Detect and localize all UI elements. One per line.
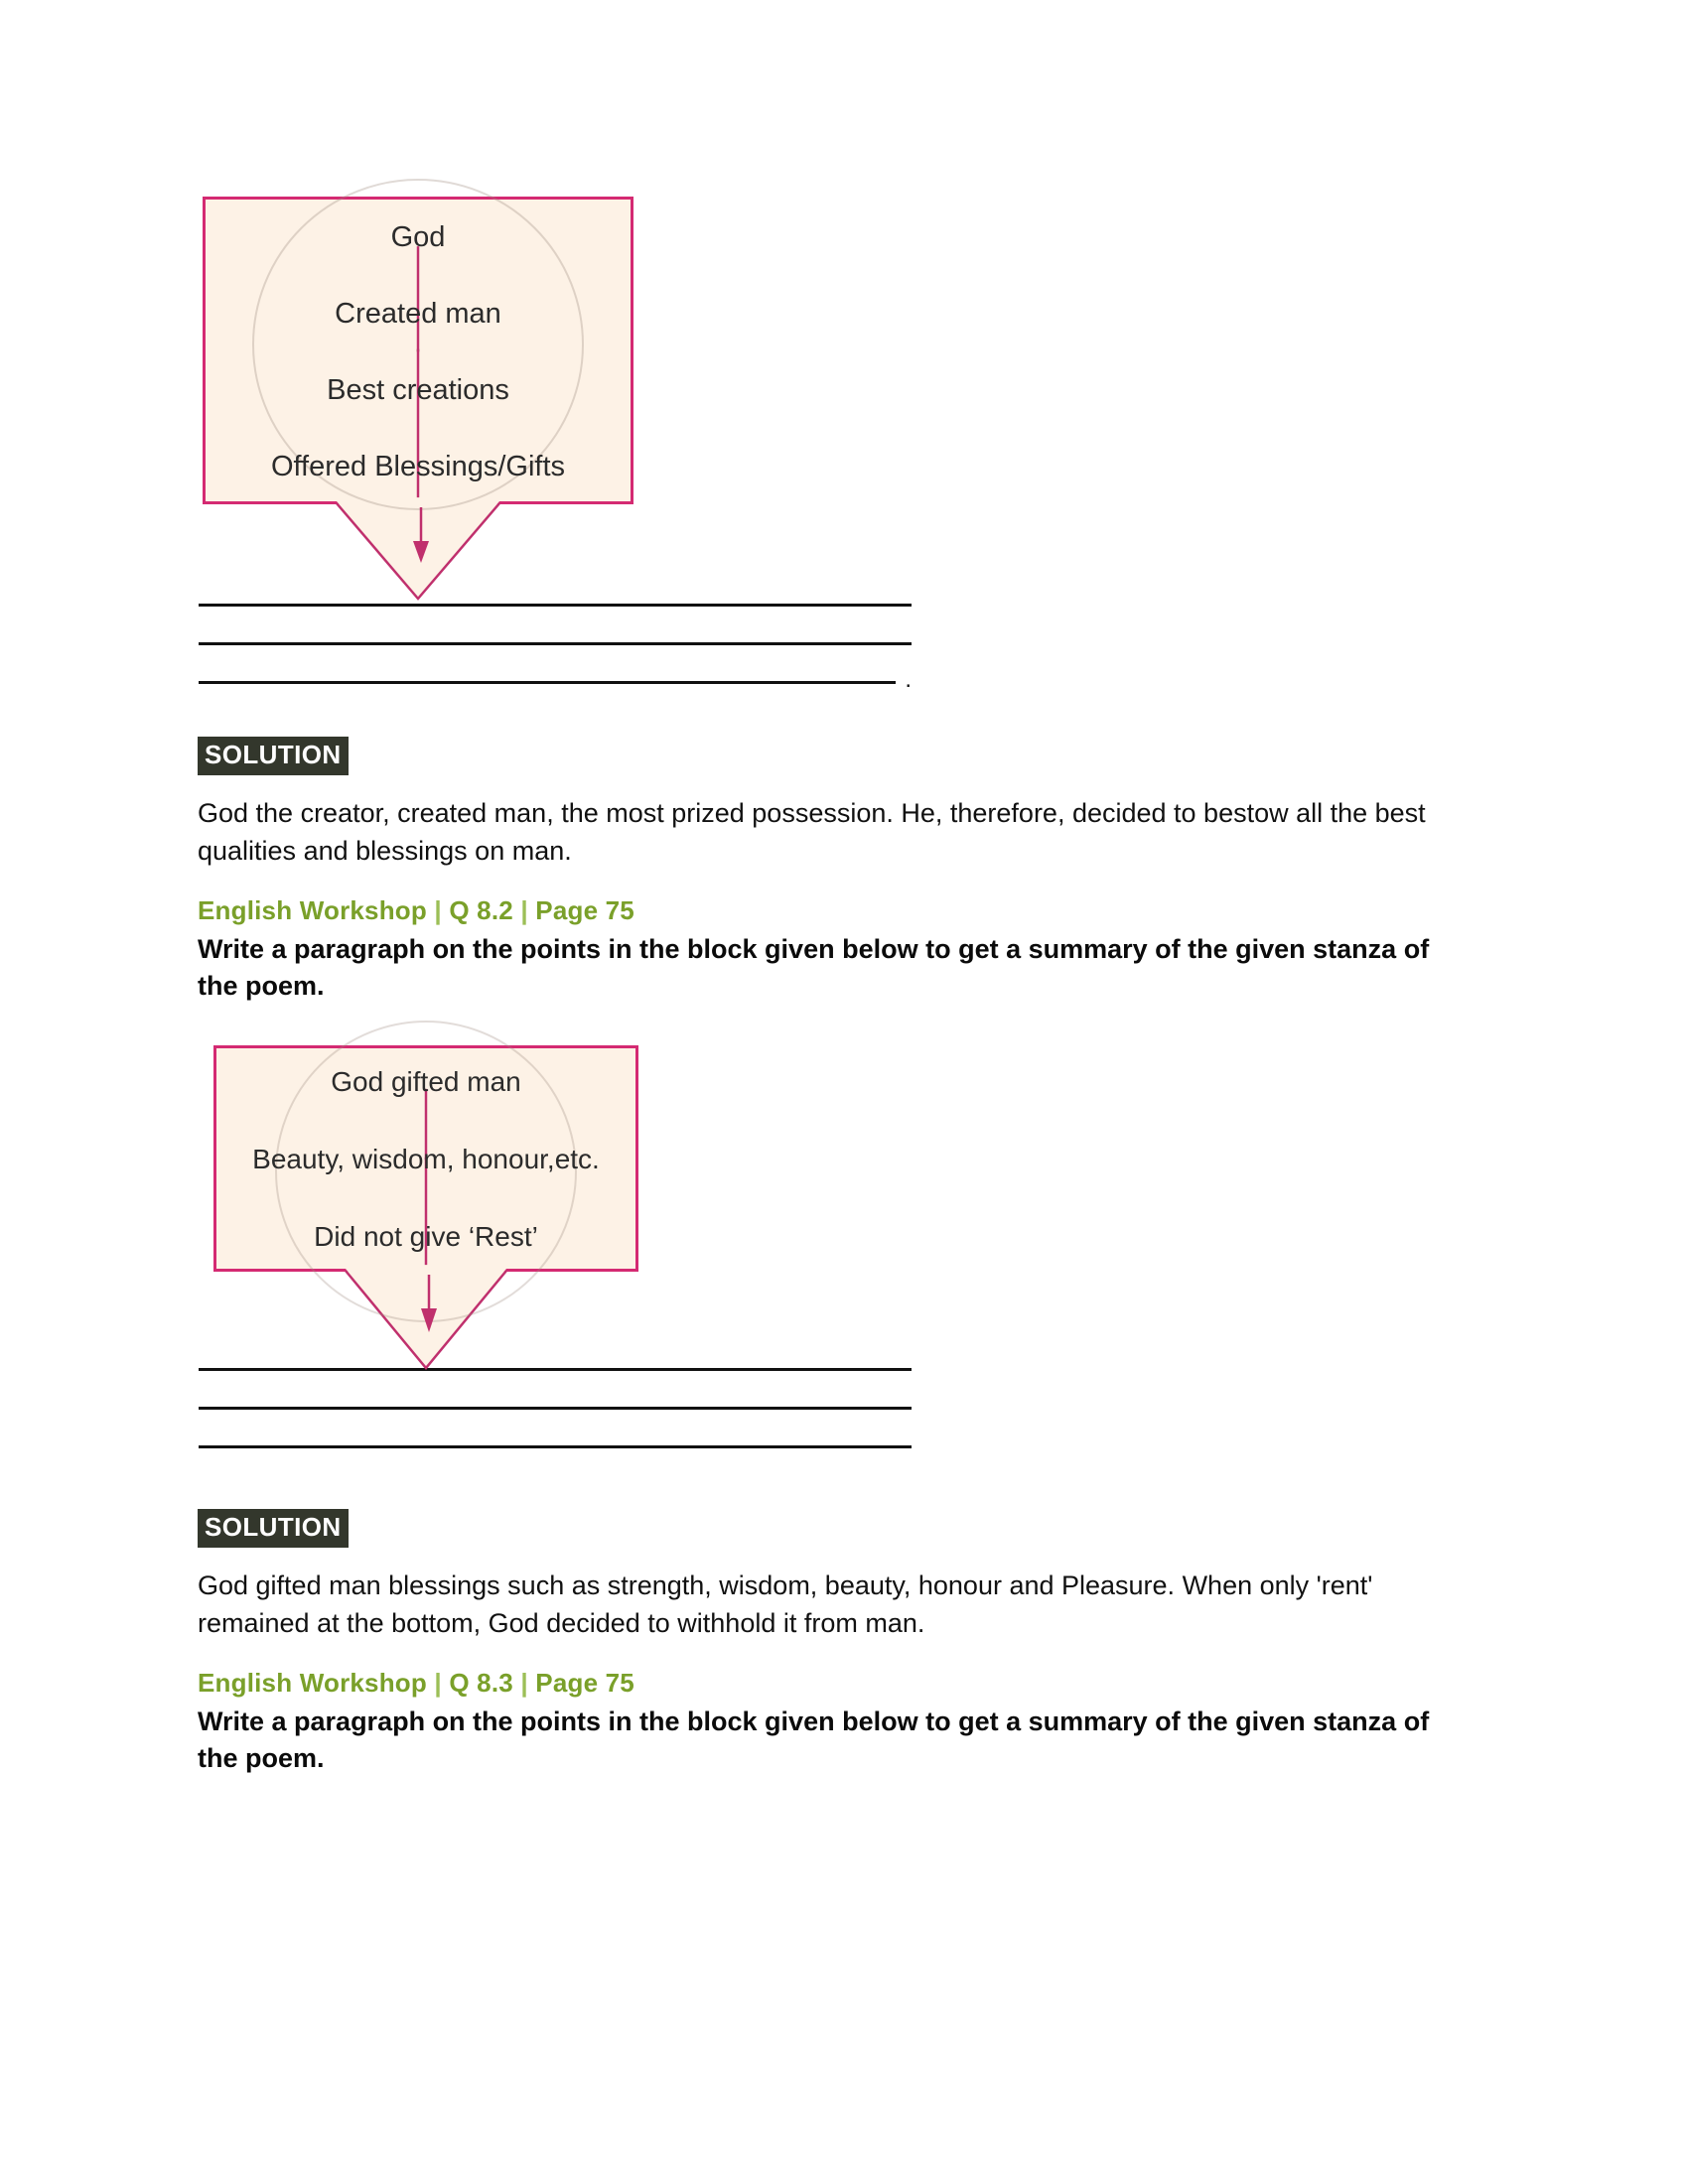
answer-line[interactable] [199, 642, 912, 645]
heading-3-source: English Workshop [198, 1668, 427, 1698]
heading-3-sep-2: | [520, 1668, 528, 1698]
block-1-line-2: Created man [335, 298, 501, 330]
answer-line[interactable] [199, 1407, 912, 1410]
heading-2-source: English Workshop [198, 895, 427, 925]
question-text-3: Write a paragraph on the points in the block given below to get a summary of the given stanza of the poem. [198, 1706, 1430, 1773]
block-2-pointer [213, 1269, 638, 1383]
block-2-line-2: Beauty, wisdom, honour,etc. [252, 1144, 600, 1174]
answer-lines-group-1 [199, 604, 912, 693]
block-1-arrowhead [206, 507, 636, 567]
solution-text-1: God the creator, created man, the most prized possession. He, therefore, decided to bestow all the best qualities and blessings on man. [198, 798, 1426, 866]
answer-line[interactable] [199, 604, 912, 607]
block-1-box [203, 197, 633, 504]
heading-english-workshop-q82 [198, 895, 634, 926]
question-text-2: Write a paragraph on the points in the block given below to get a summary of the given stanza of the poem. [198, 934, 1430, 1001]
answer-lines-group-2 [199, 1368, 912, 1448]
block-2-line-3: Did not give ‘Rest’ [314, 1221, 538, 1252]
solution-badge-1: SOLUTION [198, 737, 349, 775]
heading-3-sep-1: | [434, 1668, 442, 1698]
answer-line-period: . [905, 666, 912, 693]
solution-badge-2: SOLUTION [198, 1509, 349, 1548]
answer-line[interactable] [199, 1445, 912, 1448]
block-1-pointer [203, 501, 633, 611]
block-2-line-1: God gifted man [331, 1066, 521, 1097]
heading-2-sep-1: | [434, 895, 442, 925]
answer-line[interactable] [199, 1368, 912, 1371]
heading-2-sep-2: | [520, 895, 528, 925]
block-diagram-god-gifted-man [213, 1045, 638, 1272]
heading-3-question-no: Q 8.3 [449, 1668, 513, 1698]
heading-2-page: Page 75 [535, 895, 634, 925]
block-2-arrowhead [216, 1275, 641, 1336]
block-1-line-4: Offered Blessings/Gifts [270, 451, 566, 482]
heading-2-question-no: Q 8.2 [449, 895, 513, 925]
answer-line[interactable] [199, 666, 912, 693]
heading-english-workshop-q83 [198, 1668, 634, 1699]
heading-3-page: Page 75 [535, 1668, 634, 1698]
block-diagram-god-created-man [203, 197, 633, 504]
solution-text-2: God gifted man blessings such as strength, wisdom, beauty, honour and Pleasure. When only 'rent' remained at the bottom, God decided to withhold it from man. [198, 1570, 1373, 1638]
block-2-box [213, 1045, 638, 1272]
block-1-line-1: God [390, 221, 446, 253]
block-1-line-3: Best creations [327, 374, 509, 406]
